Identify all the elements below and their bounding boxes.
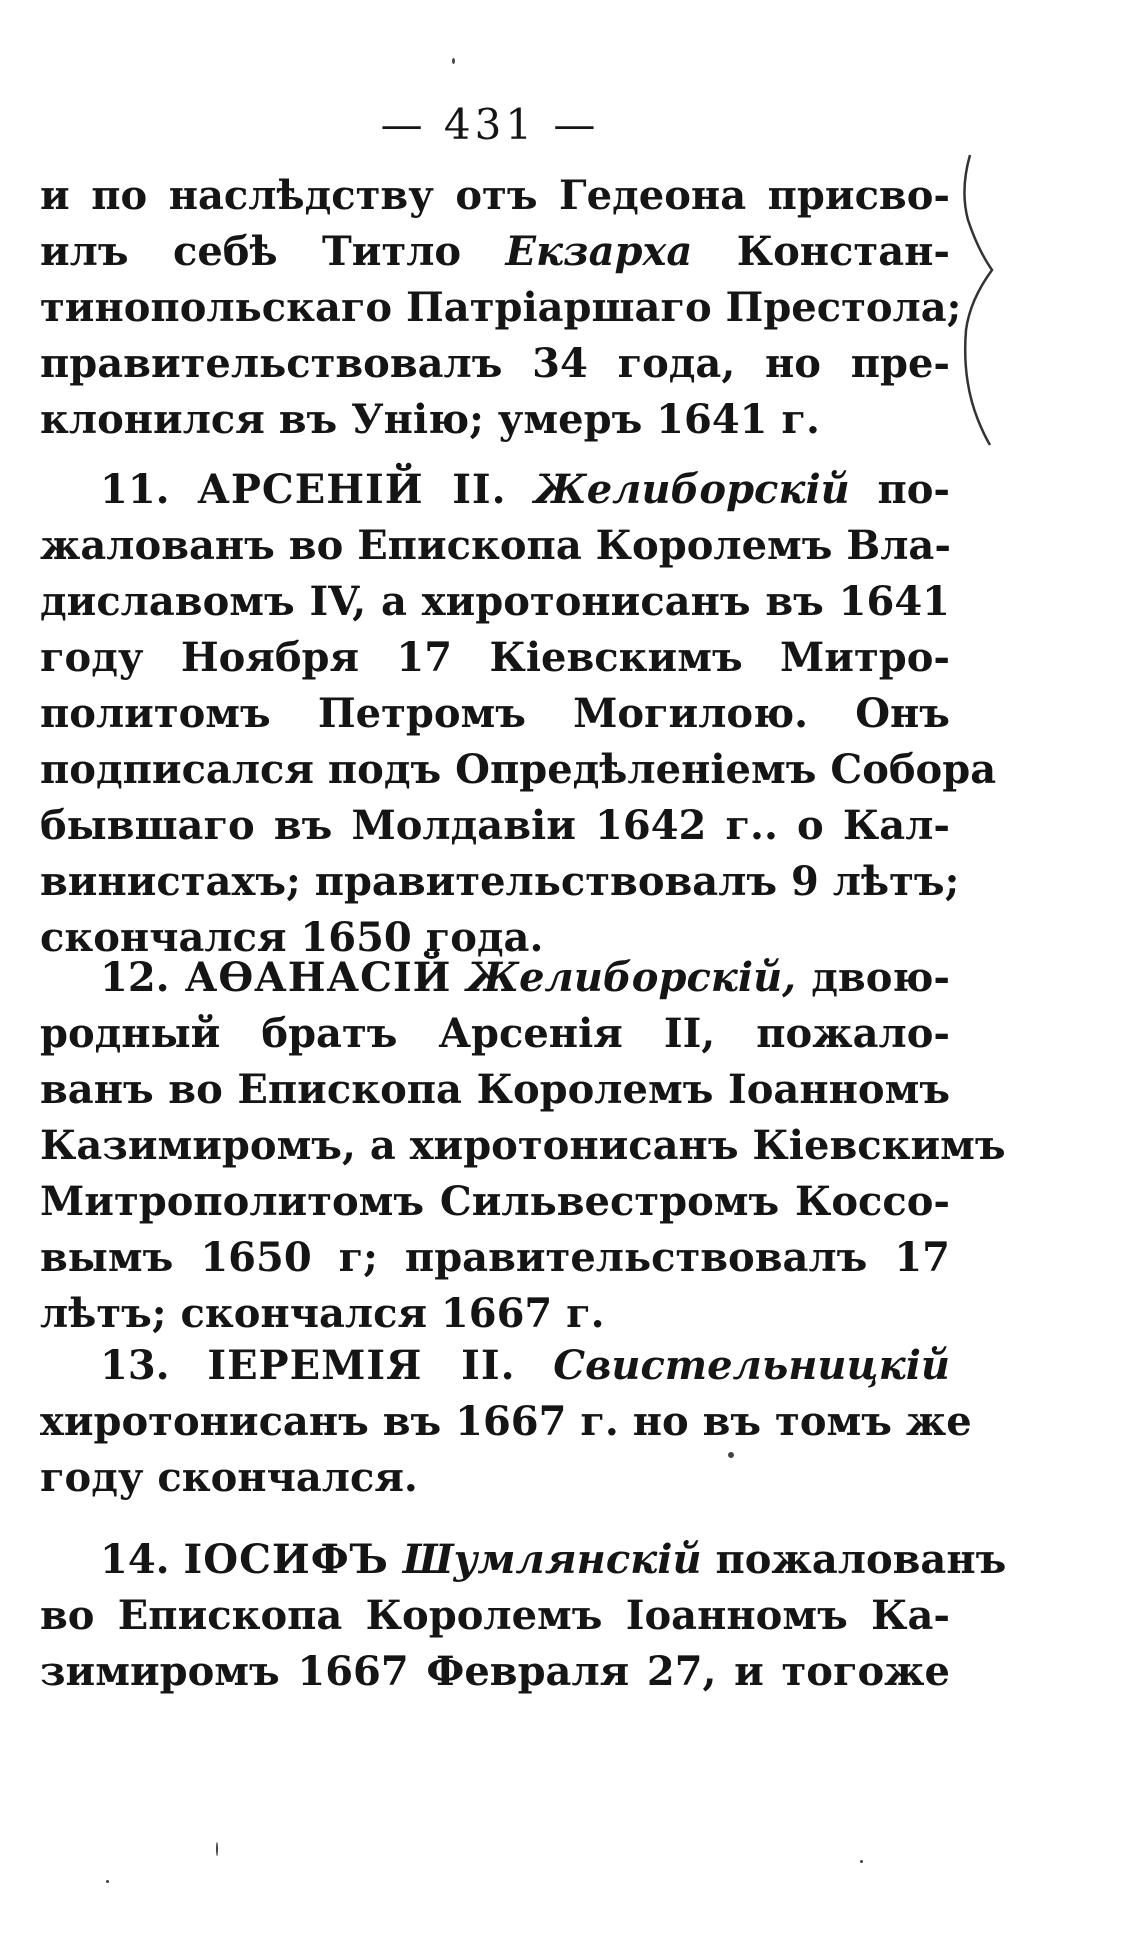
intro-line: клонился въ Унію; умеръ 1641 г.	[40, 396, 820, 443]
entry-line: Митрополитомъ Сильвестромъ Коссо-	[40, 1178, 950, 1225]
entry-heading	[40, 1532, 1007, 1588]
entry-number: 13.	[100, 1342, 170, 1389]
entry-surname: Шумлянскій	[402, 1536, 702, 1583]
intro-line-part: илъ себѣ Титло	[40, 228, 506, 275]
entry-heading-rest: пожалованъ	[715, 1536, 1007, 1583]
entry-heading	[40, 1338, 950, 1394]
entry-line: диславомъ IV, а хиротонисанъ въ 1641	[40, 578, 950, 625]
entry-12	[40, 950, 1006, 1342]
entry-heading-rest: по-	[877, 466, 950, 513]
paper-speck	[452, 58, 455, 64]
intro-paragraph	[40, 168, 962, 448]
entry-11	[40, 462, 997, 966]
entry-line: скончался 1650 года.	[40, 914, 544, 961]
intro-line: правительствовалъ 34 года, но пре-	[40, 340, 950, 387]
entry-heading	[40, 950, 950, 1006]
entry-number: 12.	[100, 954, 170, 1001]
entry-number: 14.	[100, 1536, 170, 1583]
entry-name: ІОСИФЪ	[183, 1536, 389, 1583]
entry-14	[40, 1532, 1007, 1700]
entry-name: АѲАНАСІЙ	[184, 954, 452, 1001]
entry-surname: Желиборскій,	[466, 954, 797, 1001]
intro-line: и по наслѣдству отъ Гедеона присво-	[40, 172, 950, 219]
entry-surname: Желиборскій	[534, 466, 850, 513]
entry-line: политомъ Петромъ Могилою. Онъ	[40, 690, 950, 737]
entry-line: Казимиромъ, а хиротонисанъ Кіевскимъ	[40, 1122, 1006, 1169]
entry-line: родный братъ Арсенія II, пожало-	[40, 1010, 950, 1057]
entry-heading	[40, 462, 950, 518]
entry-line: винистахъ; правительствовалъ 9 лѣтъ;	[40, 858, 960, 905]
entry-line: бывшаго въ Молдавіи 1642 г.. о Кал-	[40, 802, 950, 849]
paper-speck	[106, 1880, 109, 1883]
entry-surname: Свистельницкій	[553, 1342, 950, 1389]
entry-name: АРСЕНІЙ II.	[197, 466, 507, 513]
entry-line: во Епископа Королемъ Іоанномъ Ка-	[40, 1592, 950, 1639]
entry-line: хиротонисанъ въ 1667 г. но въ томъ же	[40, 1398, 972, 1445]
entry-line: вымъ 1650 г; правительствовалъ 17	[40, 1234, 950, 1281]
intro-line	[40, 224, 950, 280]
entry-line: году Ноября 17 Кіевскимъ Митро-	[40, 634, 950, 681]
entry-heading-rest: двою-	[811, 954, 950, 1001]
entry-number: 11.	[100, 466, 170, 513]
paper-speck	[728, 1452, 734, 1458]
intro-line-part: Констан-	[692, 228, 950, 275]
entry-line: году скончался.	[40, 1454, 418, 1501]
entry-name: ІЕРЕМІЯ II.	[207, 1342, 516, 1389]
intro-line: тинопольскаго Патріаршаго Престола;	[40, 284, 962, 331]
entry-line: зимиромъ 1667 Февраля 27, и тогоже	[40, 1648, 950, 1695]
paper-speck	[216, 1842, 218, 1856]
entry-line: подписался подъ Опредѣленіемъ Собора	[40, 746, 997, 793]
entry-line: жалованъ во Епископа Королемъ Вла-	[40, 522, 951, 569]
entry-line: ванъ во Епископа Королемъ Іоанномъ	[40, 1066, 950, 1113]
page-number: — 431 —	[380, 100, 600, 149]
entry-line: лѣтъ; скончался 1667 г.	[40, 1290, 605, 1337]
intro-exarch-word: Екзарха	[505, 228, 693, 275]
paper-speck	[860, 1860, 863, 1863]
entry-13	[40, 1338, 972, 1506]
